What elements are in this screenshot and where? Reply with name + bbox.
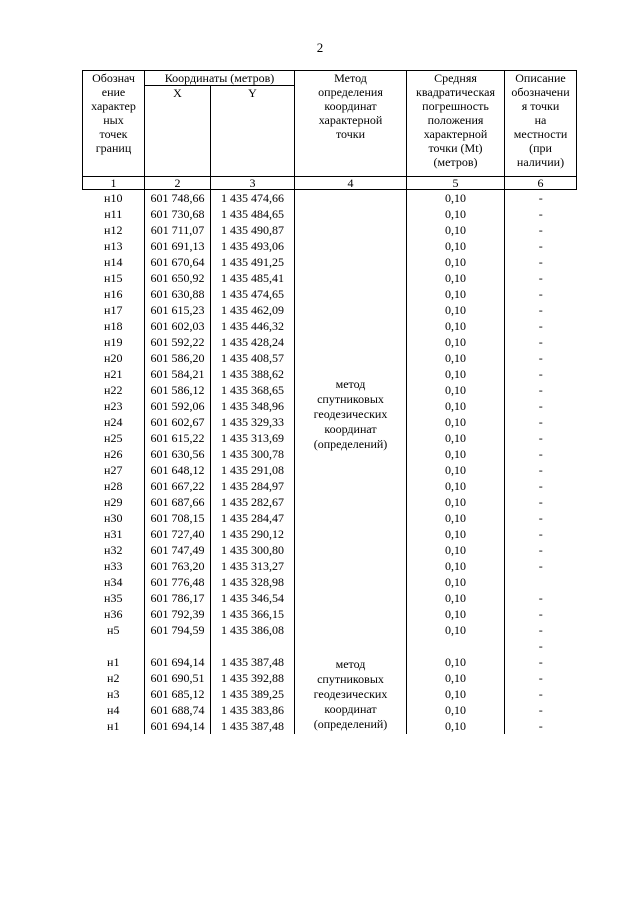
point-description: - [505,334,577,350]
coord-y: 1 435 366,15 [211,606,295,622]
point-name: н23 [104,399,123,413]
coord-x: 601 630,88 [145,286,211,302]
coord-x: 601 592,22 [145,334,211,350]
header-point-designation-line: ение [101,85,126,99]
point-name: н2 [107,671,120,685]
method-line: геодезических [313,406,388,421]
point-description: - [505,222,577,238]
mean-error: 0,10 [407,686,505,702]
mean-error: 0,10 [407,654,505,670]
coord-y: 1 435 491,25 [211,254,295,270]
coord-x: 601 794,59 [145,622,211,638]
coord-y: 1 435 474,65 [211,286,295,302]
coord-y: 1 435 313,69 [211,430,295,446]
coord-y: 1 435 484,65 [211,206,295,222]
coord-y: 1 435 428,24 [211,334,295,350]
header-method-line: координат [324,99,377,113]
mean-error: 0,10 [407,366,505,382]
coord-x: 601 730,68 [145,206,211,222]
coord-y: 1 435 300,78 [211,446,295,462]
point-name: н1 [107,655,120,669]
coord-y: 1 435 368,65 [211,382,295,398]
point-name: н15 [104,271,123,285]
column-number-row [83,177,577,190]
coord-x: 601 586,20 [145,350,211,366]
mean-error: 0,10 [407,574,505,590]
point-description: - [505,702,577,718]
mean-error: 0,10 [407,526,505,542]
coord-x: 601 727,40 [145,526,211,542]
coord-x: 601 667,22 [145,478,211,494]
coord-y: 1 435 329,33 [211,414,295,430]
point-description: - [505,558,577,574]
mean-error: 0,10 [407,446,505,462]
column-number-2: 2 [145,177,211,190]
point-name: н4 [107,703,120,717]
table-row [83,654,577,670]
point-name: н14 [104,255,123,269]
table-row [83,190,577,207]
point-name: н19 [104,335,123,349]
header-method-line: точки [335,127,366,141]
mean-error [407,638,505,654]
coord-y: 1 435 284,97 [211,478,295,494]
mean-error: 0,10 [407,606,505,622]
point-name: н10 [104,191,123,205]
point-name: н29 [104,495,123,509]
point-name: н27 [104,463,123,477]
coord-x: 601 648,12 [145,462,211,478]
point-description: - [505,446,577,462]
point-name: н34 [104,575,123,589]
point-name: н5 [107,623,120,637]
coordinates-table [82,70,577,734]
coord-x: 601 602,67 [145,414,211,430]
mean-error: 0,10 [407,222,505,238]
mean-error: 0,10 [407,622,505,638]
column-number-5: 5 [407,177,505,190]
mean-error: 0,10 [407,286,505,302]
method-empty [295,638,407,654]
header-method-line: Метод [334,71,367,85]
point-name: н33 [104,559,123,573]
coord-y: 1 435 388,62 [211,366,295,382]
coord-y [211,638,295,654]
point-description: - [505,686,577,702]
header-point-designation-line: характер [91,99,136,113]
coord-x: 601 748,66 [145,190,211,207]
header-point-designation-line: точек [99,127,128,141]
point-description: - [505,414,577,430]
point-description: - [505,350,577,366]
header-point-designation-line: ных [103,113,124,127]
point-name: н36 [104,607,123,621]
mean-error: 0,10 [407,718,505,734]
header-mean-error-line: погрешность [422,99,489,113]
header-mean-error [407,71,505,177]
point-name: н35 [104,591,123,605]
coord-y: 1 435 392,88 [211,670,295,686]
coord-y: 1 435 387,48 [211,654,295,670]
method-line: метод [335,376,366,391]
coord-x: 601 691,13 [145,238,211,254]
point-description: - [505,270,577,286]
coord-x: 601 650,92 [145,270,211,286]
method-line: (определений) [313,716,388,731]
header-point-designation-line: Обознач [92,71,135,85]
point-description: - [505,654,577,670]
header-point-designation [83,71,145,177]
coord-y: 1 435 290,12 [211,526,295,542]
header-mean-error-line: Средняя [434,71,477,85]
coord-x: 601 694,14 [145,718,211,734]
header-y: Y [211,86,295,177]
header-x: X [145,86,211,177]
coord-x: 601 602,03 [145,318,211,334]
page-number: 2 [316,40,324,55]
point-name: н24 [104,415,123,429]
header-description-line: местности [513,127,568,141]
coord-x: 601 708,15 [145,510,211,526]
method-line: геодезических [313,686,388,701]
coord-x: 601 687,66 [145,494,211,510]
mean-error: 0,10 [407,382,505,398]
point-description: - [505,718,577,734]
coord-x: 601 763,20 [145,558,211,574]
header-mean-error-line: точки (Mt) [428,141,483,155]
mean-error: 0,10 [407,334,505,350]
coord-y: 1 435 446,32 [211,318,295,334]
method-line: координат [324,701,377,716]
mean-error: 0,10 [407,270,505,286]
coord-x: 601 670,64 [145,254,211,270]
method-cell [295,190,407,639]
mean-error: 0,10 [407,302,505,318]
coord-y: 1 435 328,98 [211,574,295,590]
point-description: - [505,206,577,222]
coord-x: 601 685,12 [145,686,211,702]
method-line: спутниковых [317,671,384,686]
point-name: н32 [104,543,123,557]
mean-error: 0,10 [407,238,505,254]
coord-y: 1 435 485,41 [211,270,295,286]
mean-error: 0,10 [407,254,505,270]
coord-y: 1 435 291,08 [211,462,295,478]
point-name: н21 [104,367,123,381]
point-name: н17 [104,303,123,317]
point-description: - [505,382,577,398]
point-description: - [505,190,577,207]
header-description-line: я точки [521,99,560,113]
mean-error: 0,10 [407,558,505,574]
mean-error: 0,10 [407,318,505,334]
point-name: н31 [104,527,123,541]
point-description: - [505,478,577,494]
header-description-line: Описание [515,71,566,85]
column-number-3: 3 [211,177,295,190]
coord-y: 1 435 386,08 [211,622,295,638]
mean-error: 0,10 [407,430,505,446]
coord-x: 601 586,12 [145,382,211,398]
coord-x: 601 786,17 [145,590,211,606]
point-name: н22 [104,383,123,397]
header-description-line: на [534,113,547,127]
mean-error: 0,10 [407,590,505,606]
coord-x: 601 711,07 [145,222,211,238]
point-name: н18 [104,319,123,333]
coord-y: 1 435 348,96 [211,398,295,414]
point-name: н12 [104,223,123,237]
coord-y: 1 435 282,67 [211,494,295,510]
point-name: н25 [104,431,123,445]
point-description: - [505,254,577,270]
point-description: - [505,462,577,478]
coord-x: 601 615,22 [145,430,211,446]
header-mean-error-line: характерной [423,127,488,141]
header-mean-error-line: (метров) [433,155,478,169]
mean-error: 0,10 [407,670,505,686]
mean-error: 0,10 [407,190,505,207]
point-description: - [505,366,577,382]
point-description: - [505,526,577,542]
coord-x: 601 776,48 [145,574,211,590]
mean-error: 0,10 [407,702,505,718]
header-description-line: наличии) [516,155,565,169]
point-description: - [505,622,577,638]
mean-error: 0,10 [407,494,505,510]
coord-x: 601 630,56 [145,446,211,462]
point-description: - [505,318,577,334]
point-name: н1 [107,719,120,733]
coord-x: 601 584,21 [145,366,211,382]
coord-x: 601 792,39 [145,606,211,622]
point-name: н13 [104,239,123,253]
method-cell [295,654,407,734]
coord-x: 601 747,49 [145,542,211,558]
point-description: - [505,398,577,414]
point-description: - [505,542,577,558]
point-description [505,574,577,590]
header-description [505,71,577,177]
point-description: - [505,430,577,446]
coord-x: 601 688,74 [145,702,211,718]
header-coordinates: Координаты (метров) [145,71,295,86]
header-description-line: обозначени [511,85,570,99]
point-description: - [505,238,577,254]
point-name: н20 [104,351,123,365]
header-point-designation-line: границ [95,141,132,155]
point-description: - [505,302,577,318]
mean-error: 0,10 [407,398,505,414]
column-number-6: 6 [505,177,577,190]
mean-error: 0,10 [407,542,505,558]
point-name: н30 [104,511,123,525]
point-description: - [505,590,577,606]
header-method-line: характерной [318,113,383,127]
method-line: метод [335,656,366,671]
coord-y: 1 435 383,86 [211,702,295,718]
point-name: н16 [104,287,123,301]
coord-y: 1 435 387,48 [211,718,295,734]
header-method [295,71,407,177]
mean-error: 0,10 [407,414,505,430]
point-name: н3 [107,687,120,701]
table-body [83,190,577,735]
point-description: - [505,510,577,526]
column-number-4: 4 [295,177,407,190]
mean-error: 0,10 [407,350,505,366]
method-line: (определений) [313,436,388,451]
coord-y: 1 435 474,66 [211,190,295,207]
separator-row [83,638,577,654]
coord-y: 1 435 462,09 [211,302,295,318]
header-description-line: (при [529,141,552,155]
coord-y: 1 435 389,25 [211,686,295,702]
point-name: н11 [104,207,123,221]
header-mean-error-line: квадратическая [416,85,495,99]
point-description: - [505,606,577,622]
method-line: спутниковых [317,391,384,406]
coord-x: 601 592,06 [145,398,211,414]
mean-error: 0,10 [407,462,505,478]
point-description: - [505,286,577,302]
coord-y: 1 435 493,06 [211,238,295,254]
coord-y: 1 435 408,57 [211,350,295,366]
point-description: - [505,638,577,654]
coord-y: 1 435 490,87 [211,222,295,238]
header-mean-error-line: положения [427,113,484,127]
mean-error: 0,10 [407,206,505,222]
coord-x: 601 615,23 [145,302,211,318]
point-name [83,638,145,654]
column-number-1: 1 [83,177,145,190]
header-method-line: определения [318,85,383,99]
coord-x: 601 690,51 [145,670,211,686]
coord-x: 601 694,14 [145,654,211,670]
point-name: н28 [104,479,123,493]
point-description: - [505,670,577,686]
point-description: - [505,494,577,510]
coord-y: 1 435 313,27 [211,558,295,574]
method-line: координат [324,421,377,436]
point-name: н26 [104,447,123,461]
coord-y: 1 435 346,54 [211,590,295,606]
coord-y: 1 435 284,47 [211,510,295,526]
coord-x [145,638,211,654]
coord-y: 1 435 300,80 [211,542,295,558]
mean-error: 0,10 [407,478,505,494]
mean-error: 0,10 [407,510,505,526]
